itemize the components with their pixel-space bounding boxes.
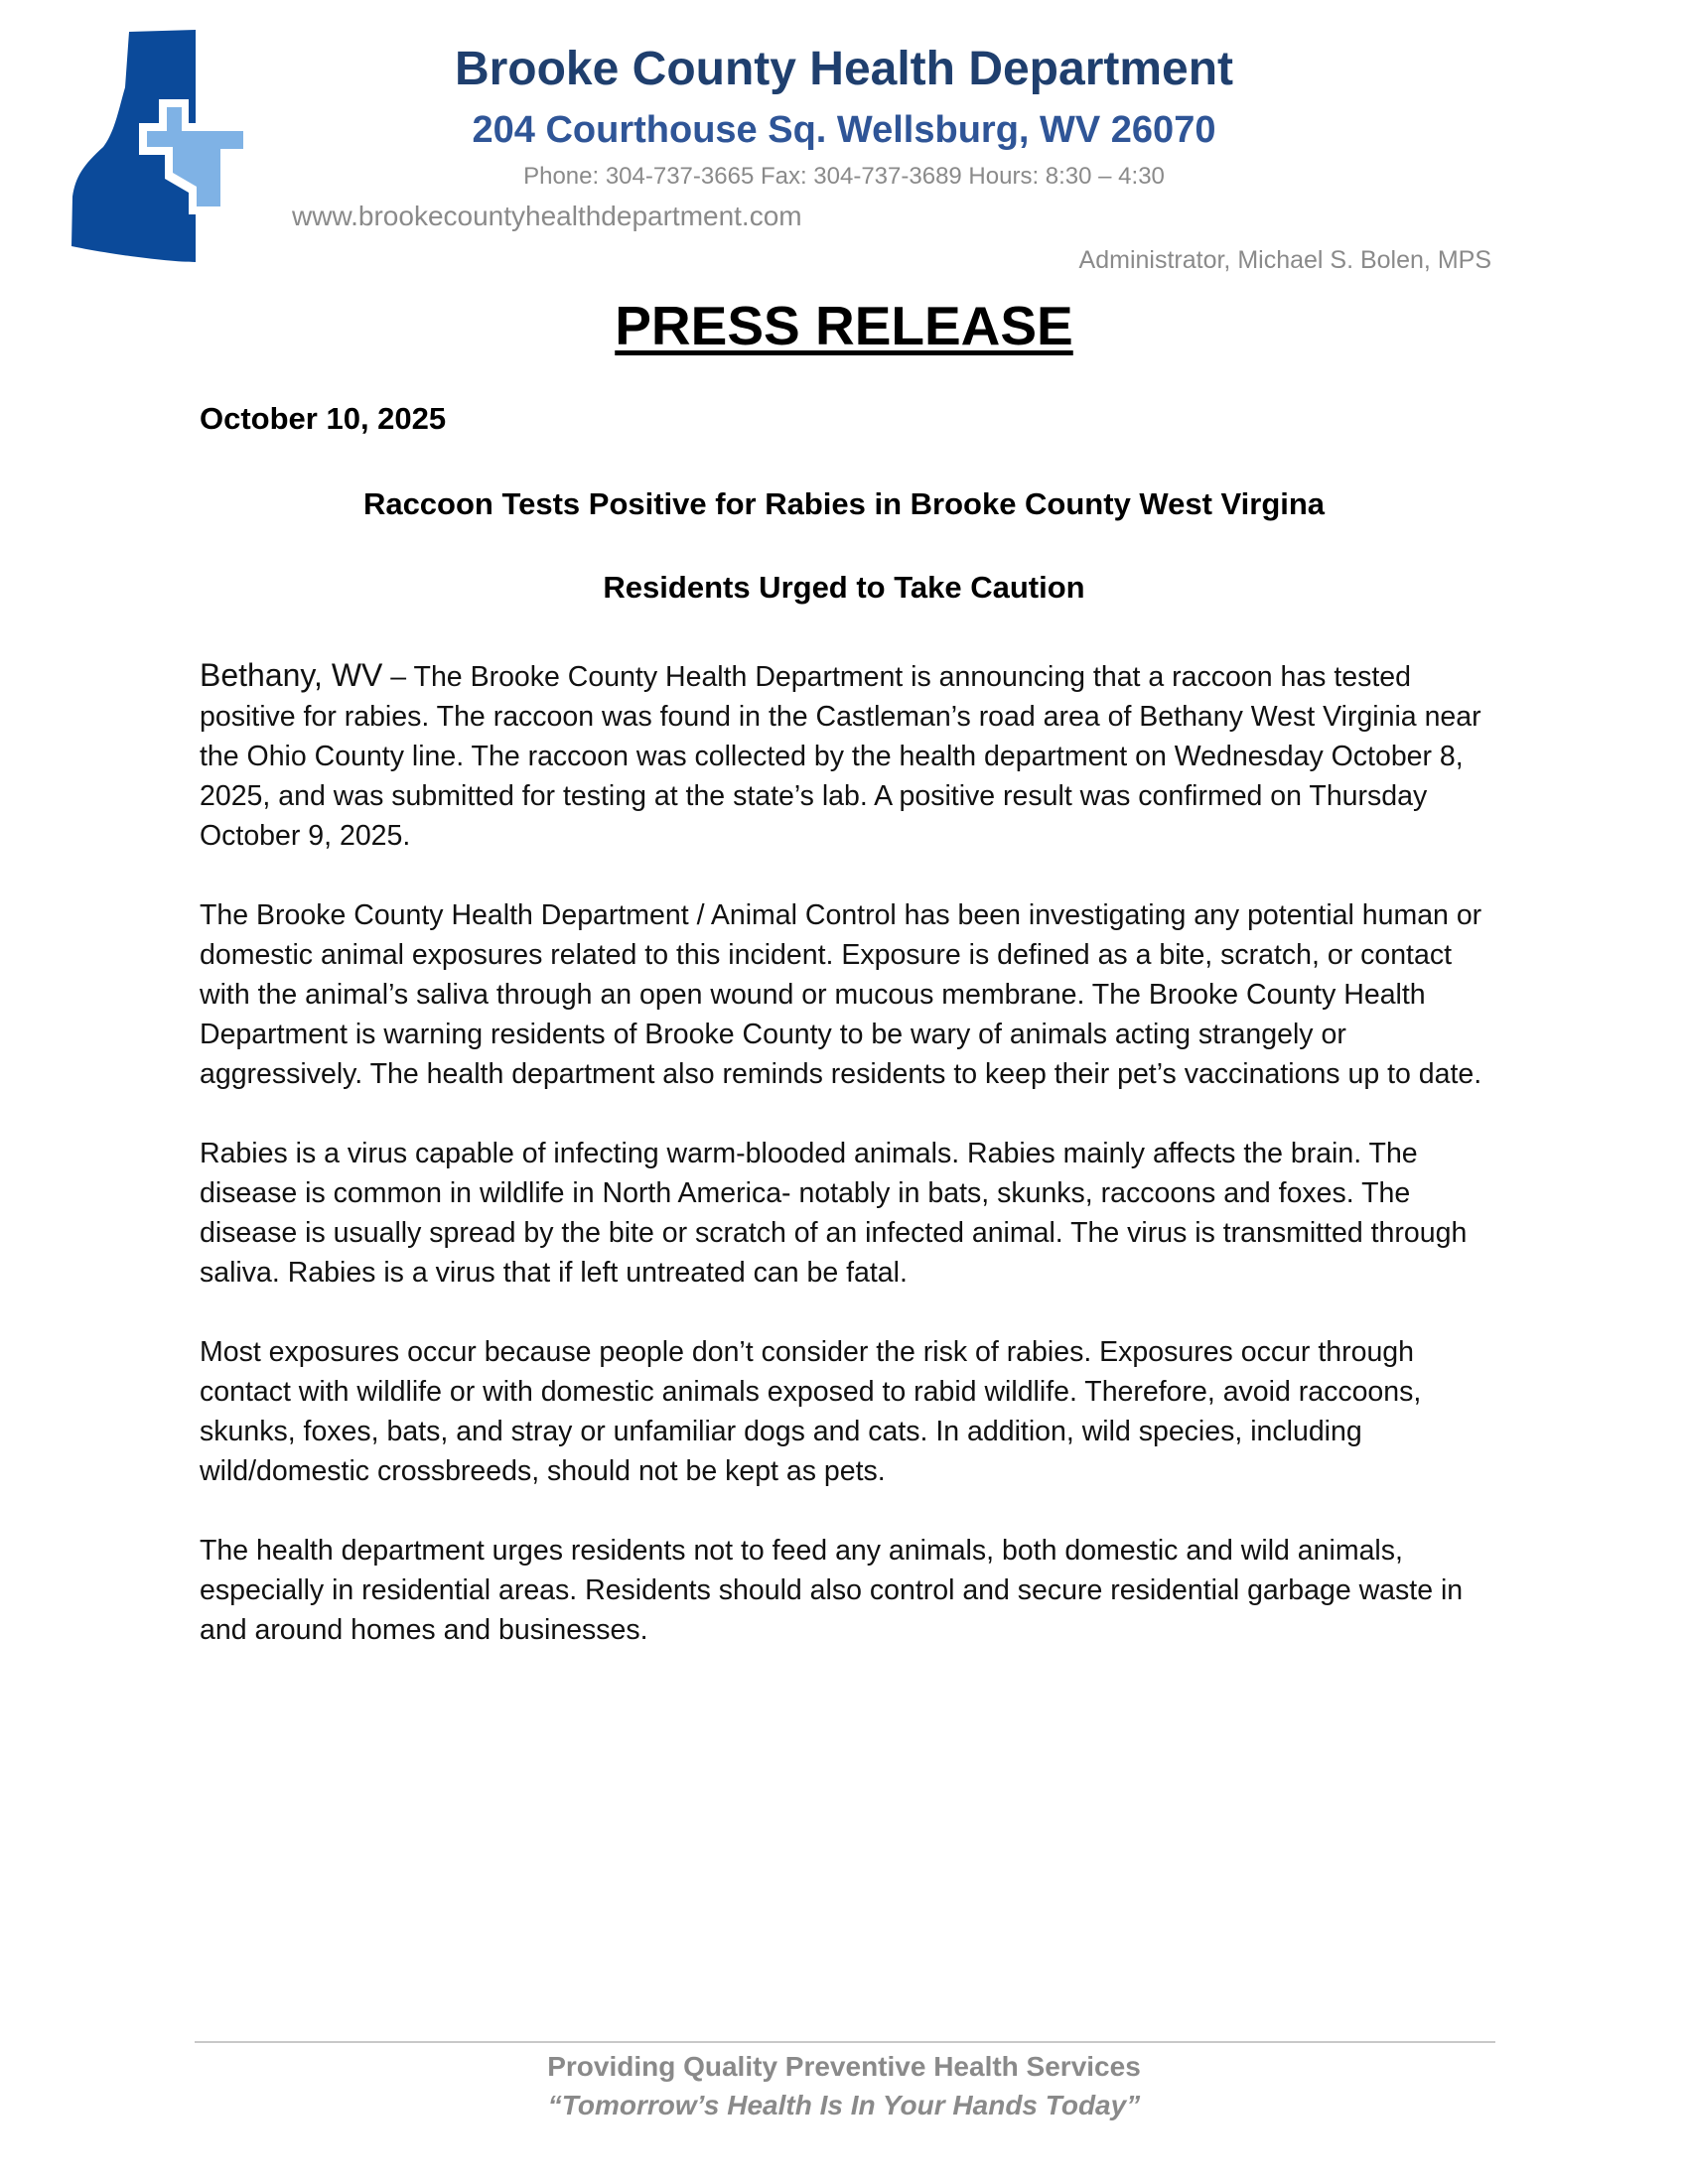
release-date: October 10, 2025	[200, 401, 447, 436]
article-body	[200, 655, 1500, 1690]
paragraph-1-text: – The Brooke County Health Department is announcing that a raccoon has tested positive for rabies. The raccoon was found in the Castleman’s road area of Bethany West Virginia near the Ohio County line. The raccoon was collected by the health department on Wednesday October 8, 2025, and was submitted for testing at the state’s lab. A positive result was confirmed on Thursday October 9, 2025.	[200, 661, 1481, 852]
page-title: PRESS RELEASE	[615, 295, 1073, 356]
paragraph-2: The Brooke County Health Department / Animal Control has been investigating any potential human or domestic animal exposures related to this incident. Exposure is defined as a bite, scratch, or contact with the animal’s saliva through an open wound or mucous membrane. The Brooke County Health Department is warning residents of Brooke County to be wary of animals acting strangely or aggressively. The health department also reminds residents to keep their pet’s vaccinations up to date.	[200, 899, 1482, 1090]
paragraph-3: Rabies is a virus capable of infecting warm-blooded animals. Rabies mainly affects the brain. The disease is common in wildlife in North America- notably in bats, skunks, raccoons and foxes. The disease is usually spread by the bite or scratch of an infected animal. The virus is transmitted through saliva. Rabies is a virus that if left untreated can be fatal.	[200, 1138, 1468, 1289]
footer-divider	[195, 2041, 1495, 2043]
subheadline: Residents Urged to Take Caution	[603, 570, 1085, 605]
organization-address: 204 Courthouse Sq. Wellsburg, WV 26070	[472, 109, 1216, 151]
headline: Raccoon Tests Positive for Rabies in Brooke County West Virgina	[362, 486, 1326, 521]
paragraph-5: The health department urges residents not to feed any animals, both domestic and wild animals, especially in residential areas. Residents should also control and secure residential garbage waste in and around homes and businesses.	[200, 1535, 1464, 1646]
dateline: Bethany, WV	[200, 657, 383, 693]
footer-tagline: Providing Quality Preventive Health Services	[547, 2051, 1141, 2082]
administrator-name: Administrator, Michael S. Bolen, MPS	[1078, 246, 1491, 274]
county-logo-icon	[70, 28, 258, 262]
paragraph-4: Most exposures occur because people don’t consider the risk of rabies. Exposures occur through contact with wildlife or with domestic animals exposed to rabid wildlife. Therefore, avoid raccoons, skunks, foxes, bats, and stray or unfamiliar dogs and cats. In addition, wild species, including wild/domestic crossbreeds, should not be kept as pets.	[200, 1336, 1422, 1487]
website-link[interactable]: www.brookecountyhealthdepartment.com	[292, 201, 802, 231]
organization-name: Brooke County Health Department	[454, 43, 1234, 95]
footer-motto: “Tomorrow’s Health Is In Your Hands Today”	[547, 2090, 1141, 2120]
contact-info: Phone: 304-737-3665 Fax: 304-737-3689 Hours: 8:30 – 4:30	[523, 163, 1165, 190]
paragraph-1	[200, 655, 1500, 856]
